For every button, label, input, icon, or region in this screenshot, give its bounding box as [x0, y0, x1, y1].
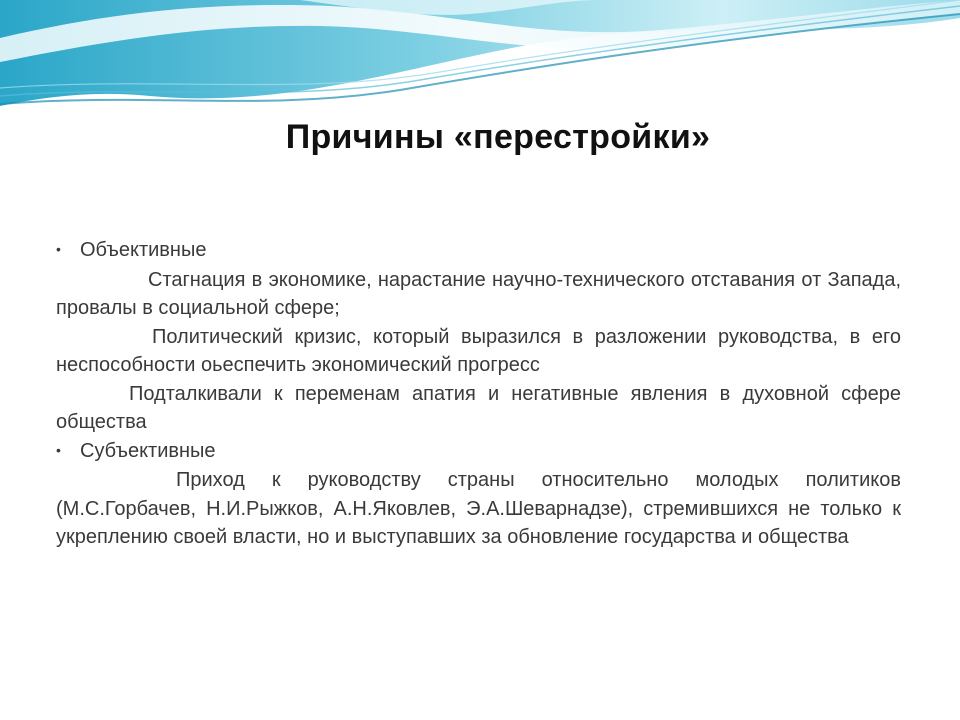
- slide-title: Причины «перестройки»: [285, 118, 711, 156]
- section-heading-subjective: Субъективные: [80, 439, 216, 462]
- paragraph-stagnation: Стагнация в экономике, нарастание научно-технического отставания от Запада, провалы в социальной сфере;: [56, 268, 901, 319]
- decorative-wave-header: [0, 0, 960, 130]
- bullet-item-objective: [56, 236, 901, 266]
- bullet-icon: •: [56, 241, 61, 257]
- paragraph-young-politicians: Приход к руководству страны относительно молодых политиков (М.С.Горбачев, Н.И.Рыжков, А.Н.Яковлев, Э.А.Шеварнадзе), стремившихся не только к укреплению своей власти, но и выступавших за обновление государства и общества: [56, 469, 901, 548]
- bullet-item-subjective: [56, 437, 901, 467]
- bullet-icon: •: [56, 441, 61, 458]
- paragraph-political-crisis: Политический кризис, который выразился в разложении руководства, в его неспособности оьеспечить экономический прогресс: [56, 325, 901, 376]
- slide-content: [56, 236, 901, 552]
- paragraph-apathy: Подталкивали к переменам апатия и негативные явления в духовной сфере общества: [56, 382, 901, 433]
- section-heading-objective: Объективные: [80, 239, 207, 261]
